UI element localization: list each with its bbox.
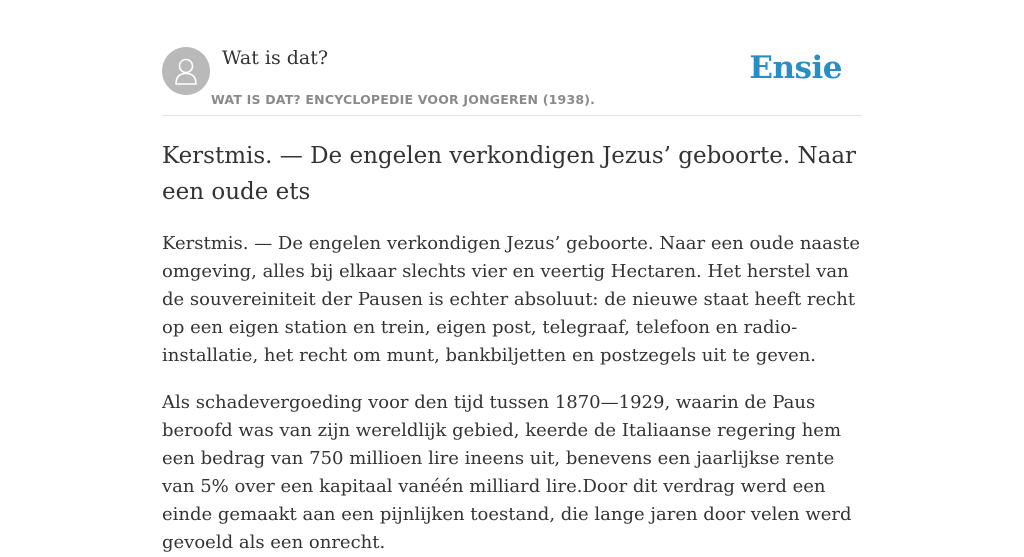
article-title: Kerstmis. — De engelen verkondigen Jezus’ geboorte. Naar een oude ets: [162, 143, 857, 205]
author-name[interactable]: Wat is dat?: [222, 47, 329, 69]
article-container: [162, 0, 862, 557]
article-header: [162, 0, 862, 116]
ensie-logo[interactable]: Ensie: [749, 50, 842, 86]
source-label[interactable]: WAT IS DAT? ENCYCLOPEDIE VOOR JONGEREN (1938).: [211, 92, 596, 107]
article-paragraph: Kerstmis. — De engelen verkondigen Jezus’ geboorte. Naar een oude naaste omgeving, alles bij elkaar slechts vier en veertig Hectaren. Het herstel van de souvereiniteit der Pausen is echter absoluut: de nieuwe staat heeft recht op een eigen station en trein, eigen post, telegraaf, telefoon en radio-installatie, het recht om munt, bankbiljetten en postzegels uit te geven.: [162, 233, 860, 366]
article-paragraph: Als schadevergoeding voor den tijd tussen 1870—1929, waarin de Paus beroofd was van zijn wereldlijk gebied, keerde de Italiaanse regering hem een bedrag van 750 millioen lire ineens uit, benevens een jaarlijkse rente van 5% over een kapitaal vanéén milliard lire.Door dit verdrag werd een einde gemaakt aan een pijnlijken toestand, die lange jaren door velen werd gevoeld als een onrecht.: [162, 392, 852, 553]
avatar[interactable]: [162, 47, 210, 95]
user-icon: [162, 47, 210, 95]
